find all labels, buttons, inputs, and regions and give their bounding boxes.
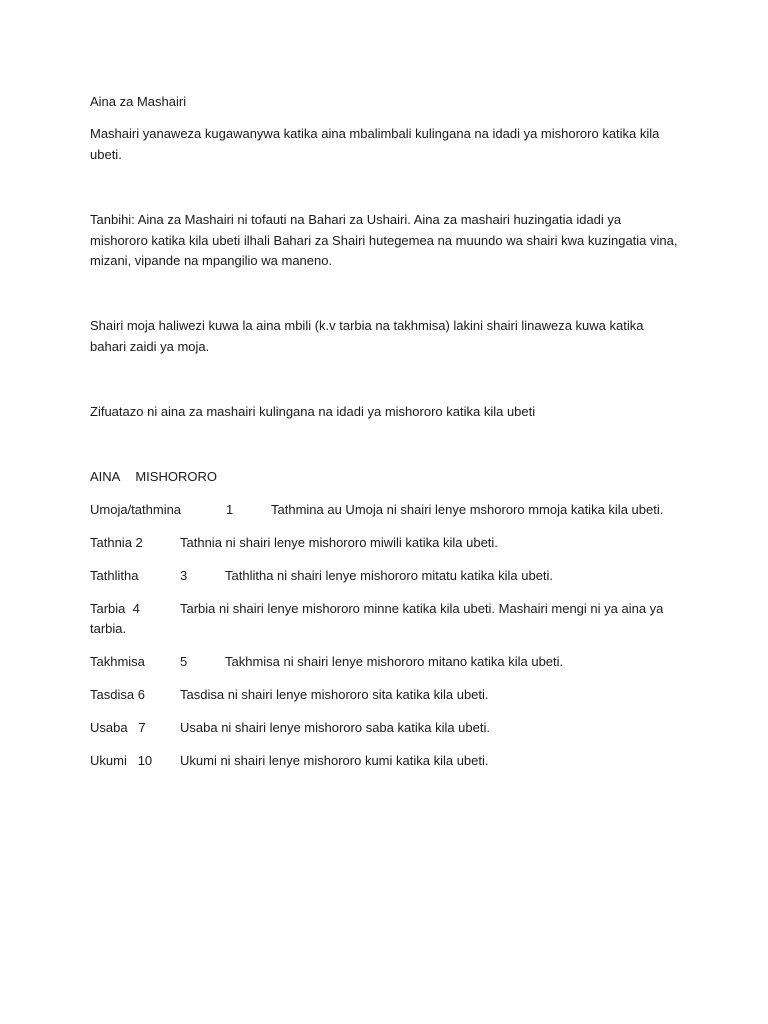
table-row	[90, 751, 680, 771]
row-name: Ukumi	[90, 753, 127, 768]
paragraph-list-intro: Zifuatazo ni aina za mashairi kulingana na idadi ya mishororo katika kila ubeti	[90, 404, 536, 419]
row-count: 2	[135, 535, 143, 550]
row-name: Tasdisa	[90, 687, 135, 702]
table-row	[90, 500, 680, 520]
row-name: Tathnia	[90, 535, 132, 550]
table-row	[90, 599, 680, 639]
row-description: Tarbia ni shairi lenye mishororo minne katika kila ubeti. Mashairi mengi ni ya aina ya	[180, 601, 664, 616]
document-title: Aina za Mashairi	[90, 94, 187, 109]
row-name: Tarbia	[90, 601, 126, 616]
row-name: Tathlitha	[90, 568, 139, 583]
row-count: 5	[180, 654, 188, 669]
row-count: 6	[137, 687, 145, 702]
table-row	[90, 718, 680, 738]
paragraph-intro: Mashairi yanaweza kugawanywa katika aina mbalimbali kulingana na idadi ya mishororo katika kila ubeti.	[90, 126, 660, 162]
row-count: 10	[137, 753, 153, 768]
table-row	[90, 533, 680, 553]
row-count: 1	[226, 502, 234, 517]
row-description: Tasdisa ni shairi lenye mishororo sita katika kila ubeti.	[180, 687, 489, 702]
row-count: 7	[138, 720, 146, 735]
table-header-row	[90, 467, 680, 487]
row-count: 4	[132, 601, 140, 616]
row-description: Tathlitha ni shairi lenye mishororo mitatu katika kila ubeti.	[225, 568, 554, 583]
row-name: Usaba	[90, 720, 128, 735]
paragraph-single-type: Shairi moja haliwezi kuwa la aina mbili (k.v tarbia na takhmisa) lakini shairi linaweza kuwa katika bahari zaidi ya moja.	[90, 318, 644, 354]
row-name: Umoja/tathmina	[90, 502, 182, 517]
row-description: Usaba ni shairi lenye mishororo saba katika kila ubeti.	[180, 720, 490, 735]
table-row	[90, 566, 680, 586]
row-count: 3	[180, 568, 188, 583]
row-name: Takhmisa	[90, 654, 145, 669]
row-description: Tathnia ni shairi lenye mishororo miwili katika kila ubeti.	[180, 535, 498, 550]
row-description: Tathmina au Umoja ni shairi lenye mshororo mmoja katika kila ubeti.	[271, 502, 664, 517]
header-aina: AINA	[90, 469, 121, 484]
row-description: Takhmisa ni shairi lenye mishororo mitano katika kila ubeti.	[225, 654, 564, 669]
table-row	[90, 652, 680, 672]
row-description-continuation: tarbia.	[90, 621, 127, 636]
paragraph-note: Tanbihi: Aina za Mashairi ni tofauti na Bahari za Ushairi. Aina za mashairi huzingatia idadi ya mishororo katika kila ubeti ilhali Bahari za Shairi hutegemea na muundo wa shairi kwa kuzingatia vina, mizani, vipande na mpangilio wa maneno.	[90, 212, 678, 268]
header-mishororo: MISHORORO	[135, 469, 217, 484]
table-row	[90, 685, 680, 705]
row-description: Ukumi ni shairi lenye mishororo kumi katika kila ubeti.	[180, 753, 489, 768]
